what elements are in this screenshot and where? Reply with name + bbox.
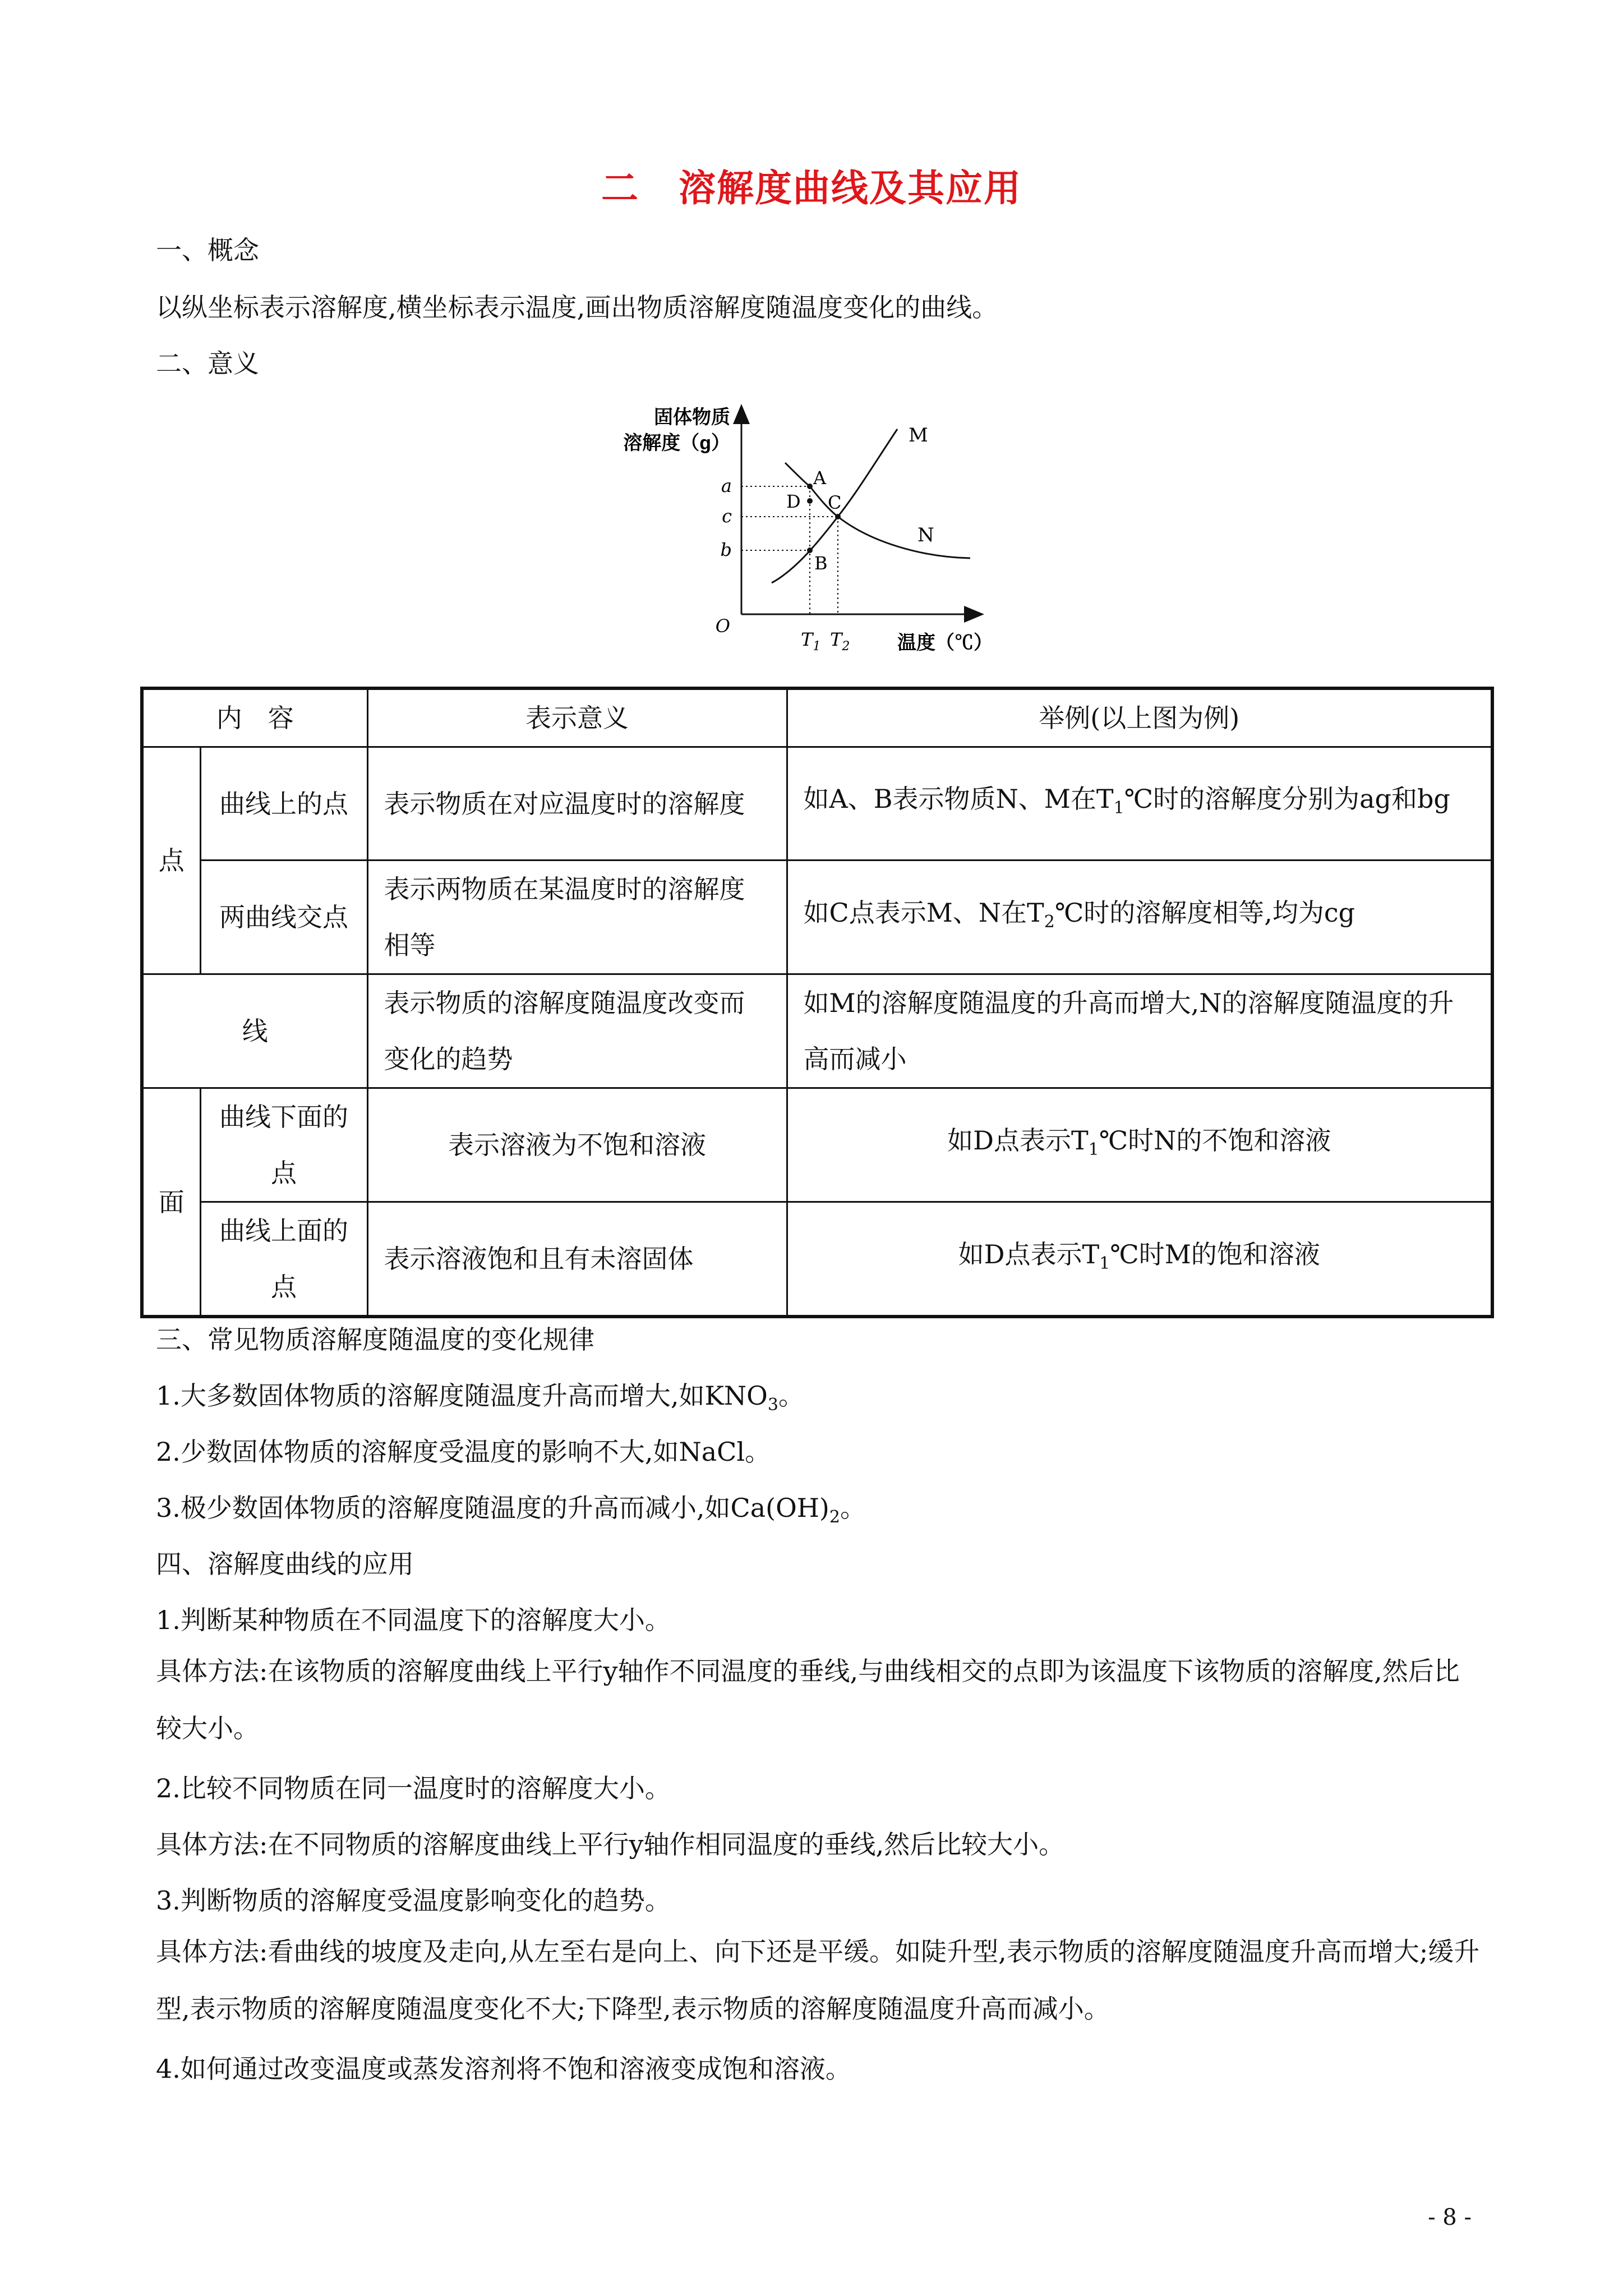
group-surface: 面: [142, 1088, 200, 1317]
table-row: [142, 1088, 1492, 1202]
row-meaning: 表示溶液饱和且有未溶固体: [367, 1202, 787, 1317]
origin-label: O: [715, 615, 730, 637]
title-text: 溶解度曲线及其应用: [679, 166, 1022, 210]
section4-p3-method: 具体方法:看曲线的坡度及走向,从左至右是向上、向下还是平缓。如陡升型,表示物质的溶解度随温度升高而增大;缓升型,表示物质的溶解度随温度变化不大;下降型,表示物质的溶解度随温度升高而减小。: [156, 1936, 1480, 2024]
table-row: [142, 974, 1492, 1088]
y-tick-a: a: [721, 475, 732, 496]
title-number: 二: [601, 166, 639, 210]
point-d-label: D: [786, 491, 801, 512]
table-row: [142, 1202, 1492, 1317]
point-a: [807, 484, 813, 489]
row-label: 线: [142, 974, 367, 1088]
section3-item1: 1.大多数固体物质的溶解度随温度升高而增大,如$KNO_3$。: [156, 1381, 804, 1415]
x-tick-t1: $T_1$: [801, 629, 821, 654]
header-example: 举例(以上图为例): [787, 688, 1492, 747]
point-d: [807, 498, 813, 504]
point-c: [835, 514, 841, 519]
row-example: 如A、B表示物质N、M在$T_1℃$时的溶解度分别为ag和bg: [787, 747, 1492, 861]
ylabel-line1: 固体物质: [654, 407, 730, 428]
solubility-diagram: [606, 401, 1032, 659]
ylabel-line2: 溶解度（g）: [623, 432, 730, 454]
section4-p3: 3.判断物质的溶解度受温度影响变化的趋势。: [156, 1885, 671, 1916]
curve-n-label: N: [917, 524, 934, 546]
row-label: 曲线下面的点: [200, 1088, 367, 1202]
section3-item2: 2.少数固体物质的溶解度受温度的影响不大,如NaCl。: [156, 1437, 771, 1467]
row-meaning: 表示物质在对应温度时的溶解度: [367, 747, 787, 861]
section4-p1-method: 具体方法:在该物质的溶解度曲线上平行y轴作不同温度的垂线,与曲线相交的点即为该温度下该物质的溶解度,然后比较大小。: [156, 1656, 1460, 1743]
section4-p4: 4.如何通过改变温度或蒸发溶剂将不饱和溶液变成饱和溶液。: [156, 2054, 851, 2084]
row-label: 曲线上面的点: [200, 1202, 367, 1317]
row-label: 两曲线交点: [200, 861, 367, 974]
point-c-label: C: [828, 492, 842, 513]
section4-p1: 1.判断某种物质在不同温度下的溶解度大小。: [156, 1605, 671, 1635]
point-b: [807, 547, 813, 553]
y-tick-b: b: [720, 539, 732, 560]
section3-heading: 三、常见物质溶解度随温度的变化规律: [156, 1324, 594, 1355]
row-example: 如D点表示$T_1℃$时N的不饱和溶液: [787, 1088, 1492, 1202]
header-meaning: 表示意义: [367, 688, 787, 747]
row-meaning: 表示物质的溶解度随温度改变而变化的趋势: [367, 974, 787, 1088]
section3-item3: 3.极少数固体物质的溶解度随温度的升高而减小,如$Ca(OH)_2$。: [156, 1493, 866, 1527]
row-meaning: 表示两物质在某温度时的溶解度相等: [367, 861, 787, 974]
row-example: 如D点表示$T_1℃$时M的饱和溶液: [787, 1202, 1492, 1317]
point-b-label: B: [814, 553, 828, 574]
page-number: - 8 -: [1428, 2205, 1472, 2230]
section2-heading: 二、意义: [156, 348, 259, 379]
row-meaning: 表示溶液为不饱和溶液: [367, 1088, 787, 1202]
table-row: [142, 747, 1492, 861]
row-example: 如M的溶解度随温度的升高而增大,N的溶解度随温度的升高而减小: [787, 974, 1492, 1088]
page-title: [0, 158, 1623, 211]
section4-p2: 2.比较不同物质在同一温度时的溶解度大小。: [156, 1773, 671, 1803]
table-header-row: [142, 688, 1492, 747]
group-point: 点: [142, 747, 200, 974]
xlabel: 温度（℃）: [897, 632, 993, 654]
curve-m-label: M: [909, 424, 928, 447]
x-tick-t2: $T_2$: [830, 629, 850, 654]
point-a-label: A: [813, 467, 827, 489]
row-label: 曲线上的点: [200, 747, 367, 861]
y-tick-c: c: [722, 505, 732, 527]
header-content: 内 容: [142, 688, 367, 747]
section4-p2-method: 具体方法:在不同物质的溶解度曲线上平行y轴作相同温度的垂线,然后比较大小。: [156, 1829, 1065, 1860]
row-example: 如C点表示M、N在$T_2℃$时的溶解度相等,均为cg: [787, 861, 1492, 974]
meaning-table: [140, 687, 1494, 1318]
section4-heading: 四、溶解度曲线的应用: [156, 1549, 414, 1579]
table-row: [142, 861, 1492, 974]
section1-body: 以纵坐标表示溶解度,横坐标表示温度,画出物质溶解度随温度变化的曲线。: [156, 292, 998, 323]
section1-heading: 一、概念: [156, 235, 259, 265]
